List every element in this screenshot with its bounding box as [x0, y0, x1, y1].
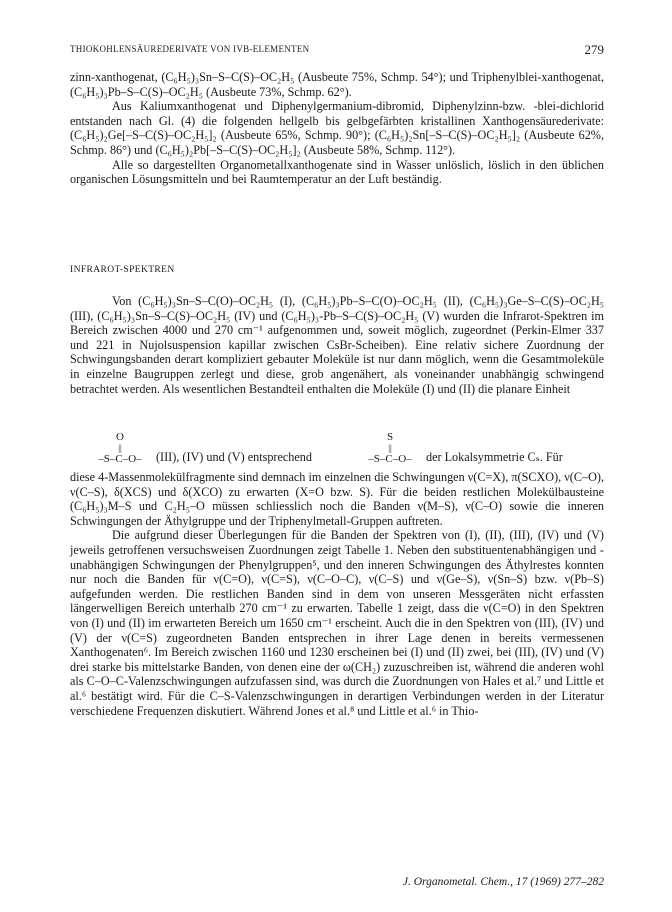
unit-s-double-bond: ||: [388, 443, 392, 453]
paragraph-2: Aus Kaliumxanthogenat und Diphenylgermanium-dibromid, Diphenylzinn-bzw. -blei-dichlorid entstanden nach Gl. (4) die folgenden hellgelb bis gelbgefärbten kristallinen Xanthogensäurederivate: (C₆H₅)₂Ge[–S–C(S)–OC₂H₅]₂ (Ausbeute 65%, Schmp. 90°); (C₆H₅)₂Sn[–S–C(S)–OC₂H₅]₂ (Ausbeute 62%, Schmp. 86°) und (C₆H₅)₂Pb[–S–C(S)–OC₂H₅]₂ (Ausbeute 58%, Schmp. 112°).: [70, 99, 604, 157]
text-block-infrared: [70, 294, 604, 396]
unit-s-top-atom: S: [386, 431, 394, 443]
unit-o-double-bond: ||: [118, 443, 122, 453]
journal-footer: J. Organometal. Chem., 17 (1969) 277–282: [402, 876, 604, 888]
paragraph-4: Von (C₆H₅)₃Sn–S–C(O)–OC₂H₅ (I), (C₆H₅)₃Pb–S–C(O)–OC₂H₅ (II), (C₆H₅)₃Ge–S–C(S)–OC₂H₅ (III), (C₆H₅)₃Sn–S–C(S)–OC₂H₅ (IV) und (C₆H₅)₃-Pb–S–C(S)–OC₂H₅ (V) wurden die Infrarot-Spektren im Bereich zwischen 4000 und 270 cm⁻¹ aufgenommen und, soweit möglich, zugeordnet (Perkin-Elmer 337 und 221 in Nujolsuspension kapillar zwischen CsBr-Scheiben). Eine relativ sichere Zuordnung der Schwingungsbanden derart kompliziert gebauter Moleküle ist nur dann möglich, wenn die Gesamtmoleküle in einzelne Baugruppen zerlegt und diese, grob angenähert, als voneinander unabhängig schwingend betrachtet werden. Als wesentlichen Bestandteil enthalten die Moleküle (I) und (II) die planare Einheit: [70, 294, 604, 396]
paragraph-1: zinn-xanthogenat, (C₆H₅)₃Sn–S–C(S)–OC₂H₅ (Ausbeute 75%, Schmp. 54°); und Triphenylblei-xanthogenat, (C₆H₅)₃Pb–S–C(S)–OC₂H₅ (Ausbeute 73%, Schmp. 62°).: [70, 70, 604, 99]
text-block-top: [70, 70, 604, 187]
formula-end-text: der Lokalsymmetrie Cₛ. Für: [426, 450, 563, 464]
formula-line: [70, 432, 604, 466]
running-head-title: THIOKOHLENSÄUREDERIVATE VON IVB-ELEMENTEN: [70, 44, 310, 54]
paragraph-6: Die aufgrund dieser Überlegungen für die Banden der Spektren von (I), (II), (III), (IV) und (V) jeweils getroffenen versuchsweisen Zuordnungen zeigt Tabelle 1. Neben den substituentenabhängigen und -unabhängigen Schwingungen der Phenylgruppen⁵, und den inneren Schwingungen des Äthylrestes konnten nur noch die Banden für ν(C=O), ν(C=S), ν(C–O–C), ν(C–S) und ν(Ge–S), ν(Sn–S) bzw. ν(Pb–S) aufgefunden werden. Die restlichen Banden sind in dem von unseren Messgeräten nicht erfassten längerwelligen Bereich unterhalb 270 cm⁻¹ zu erwarten. Tabelle 1 zeigt, dass die ν(C=O) in den Spektren von (I) und (II) im erwarteten Bereich um 1650 cm⁻¹ erscheint. Auch die in den Spektren von (III), (IV) und (V) der ν(C=S) zugeordneten Banden entsprechen in ihrer Lage denen in bereits vermessenen Xanthogenaten⁶. Im Bereich zwischen 1160 und 1230 erscheinen bei (I) und (II) zwei, bei (III), (IV) und (V) drei starke bis mittelstarke Banden, von denen eine der ω(CH₂) zuzuschreiben ist, während die anderen wohl als C–O–C-Valenzschwingungen aufzufassen sind, was durch die Zuordnungen von Hales et al.⁷ und Little et al.⁶ bestätigt wird. Für die C–S-Valenzschwingungen in derartigen Verbindungen werden in der Literatur verschiedene Frequenzen diskutiert. Während Jones et al.⁸ und Little et al.⁶ in Thio-: [70, 528, 604, 718]
unit-o-chain: –S–C–O–: [98, 453, 142, 465]
text-block-bottom: [70, 470, 604, 718]
section-heading: INFRAROT-SPEKTREN: [70, 265, 175, 275]
unit-o-top-atom: O: [116, 431, 124, 443]
paragraph-3: Alle so dargestellten Organometallxanthogenate sind in Wasser unlöslich, löslich in den üblichen organischen Lösungsmitteln und bei Raumtemperatur an der Luft beständig.: [70, 157, 604, 187]
paragraph-5: diese 4-Massenmolekülfragmente sind demnach im einzelnen die Schwingungen ν(C=X), π(SCXO), ν(C–O), ν(C–S), δ(XCS) und δ(XCO) zu erwarten (X=O bzw. S). Für die beiden restlichen Molekülbausteine (C₆H₅)₃M–S und C₂H₅–O müssen schliesslich noch die Banden ν(M–S), ν(C–O) sowie die inneren Schwingungen der Äthylgruppe und der Triphenylmetall-Gruppen auftreten.: [70, 470, 604, 528]
structure-unit-o: [90, 432, 150, 465]
page-number: 279: [584, 42, 604, 57]
structure-unit-s: [360, 432, 420, 465]
formula-middle-text: (III), (IV) und (V) entsprechend: [156, 450, 312, 464]
unit-s-chain: –S–C–O–: [368, 453, 412, 465]
running-head: [70, 44, 604, 60]
